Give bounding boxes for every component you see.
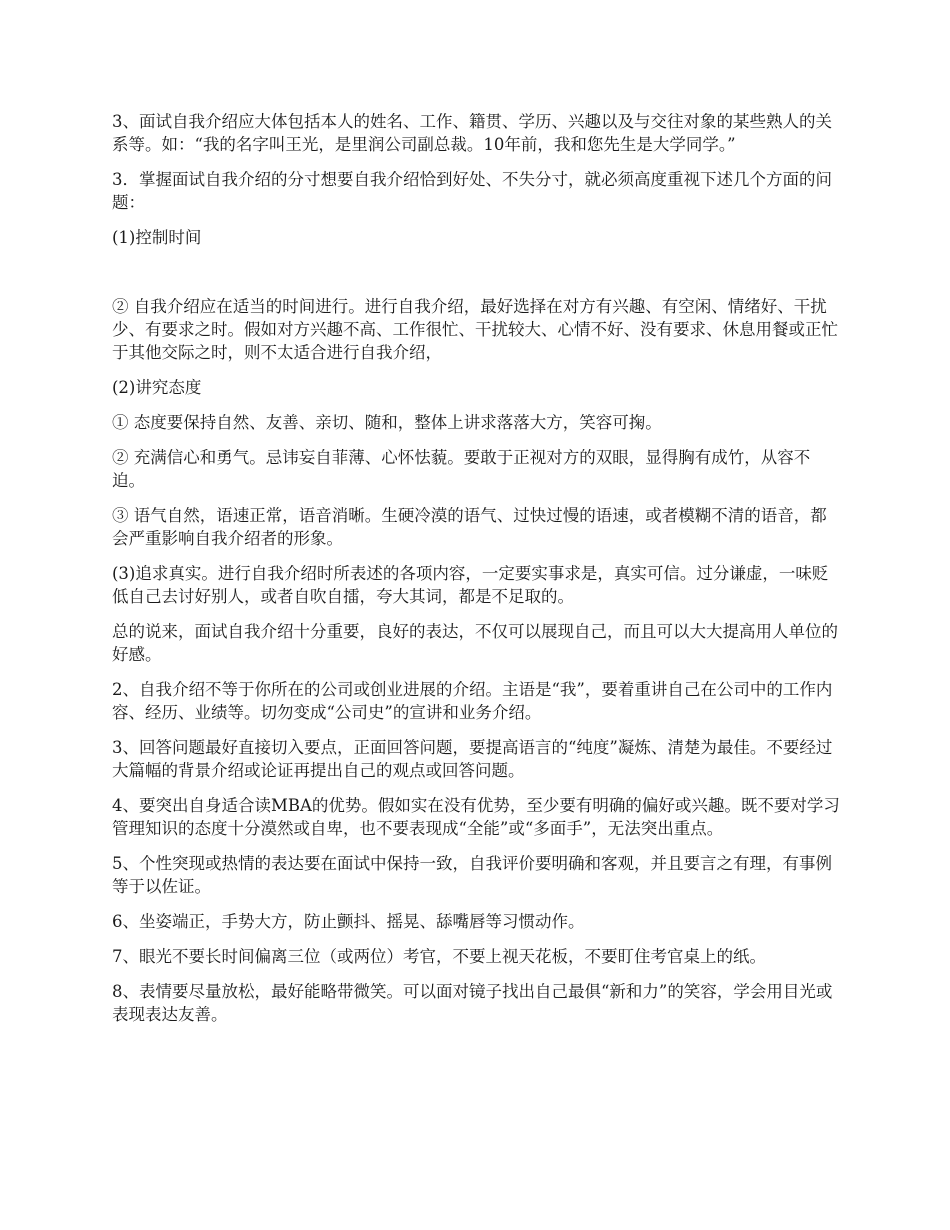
list-item-2: 2、自我介绍不等于你所在的公司或创业进展的介绍。主语是“我”，要着重讲自己在公司中的工作内容、经历、业绩等。切勿变成“公司史”的宣讲和业务介绍。: [112, 680, 833, 722]
paragraph-truthfulness: (3)追求真实。进行自我介绍时所表述的各项内容，一定要实事求是，真实可信。过分谦虚，一味贬低自己去讨好别人，或者自吹自擂，夸大其词，都是不足取的。: [112, 564, 829, 606]
blank-space: [112, 261, 840, 295]
list-item-4: 4、要突出自身适合读MBA的优势。假如实在没有优势，至少要有明确的偏好或兴趣。既不要对学习管理知识的态度十分漠然或自卑，也不要表现成“全能”或“多面手”，无法突出重点。: [112, 796, 840, 838]
heading-control-time: (1)控制时间: [112, 228, 202, 247]
paragraph-attitude-natural: ① 态度要保持自然、友善、亲切、随和，整体上讲求落落大方，笑容可掬。: [112, 413, 662, 432]
paragraph-grasp-proportion: 3．掌握面试自我介绍的分寸想要自我介绍恰到好处、不失分寸，就必须高度重视下述几个方面的问题：: [112, 170, 832, 212]
list-item-7: 7、眼光不要长时间偏离三位（或两位）考官，不要上视天花板，不要盯住考官桌上的纸。: [112, 947, 766, 966]
heading-attitude: (2)讲究态度: [112, 378, 202, 397]
paragraph-intro-contents: 3、面试自我介绍应大体包括本人的姓名、工作、籍贯、学历、兴趣以及与交往对象的某些熟人的关系等。如：“我的名字叫王光，是里润公司副总裁。10年前，我和您先生是大学同学。”: [112, 112, 832, 154]
paragraph-appropriate-timing: ② 自我介绍应在适当的时间进行。进行自我介绍，最好选择在对方有兴趣、有空闲、情绪好、干扰少、有要求之时。假如对方兴趣不高、工作很忙、干扰较大、心情不好、没有要求、休息用餐或正忙于其他交际之时，则不太适合进行自我介绍，: [112, 297, 838, 362]
document-body: [112, 110, 840, 1038]
list-item-6: 6、坐姿端正，手势大方，防止颤抖、摇晃、舔嘴唇等习惯动作。: [112, 912, 585, 931]
paragraph-confidence: ② 充满信心和勇气。忌讳妄自菲薄、心怀怯藐。要敢于正视对方的双眼，显得胸有成竹，从容不迫。: [112, 448, 811, 490]
list-item-3: 3、回答问题最好直接切入要点，正面回答问题，要提高语言的“纯度”凝炼、清楚为最佳。不要经过大篇幅的背景介绍或论证再提出自己的观点或回答问题。: [112, 738, 833, 780]
paragraph-tone: ③ 语气自然，语速正常，语音消晰。生硬冷漠的语气、过快过慢的语速，或者模糊不清的语音，都会严重影响自我介绍者的形象。: [112, 506, 827, 548]
paragraph-summary: 总的说来，面试自我介绍十分重要，良好的表达，不仅可以展现自己，而且可以大大提高用人单位的好感。: [112, 622, 838, 664]
list-item-8: 8、表情要尽量放松，最好能略带微笑。可以面对镜子找出自己最俱“新和力”的笑容，学会用目光或表现表达友善。: [112, 982, 833, 1024]
list-item-5: 5、个性突现或热情的表达要在面试中保持一致，自我评价要明确和客观，并且要言之有理，有事例等于以佐证。: [112, 854, 832, 896]
